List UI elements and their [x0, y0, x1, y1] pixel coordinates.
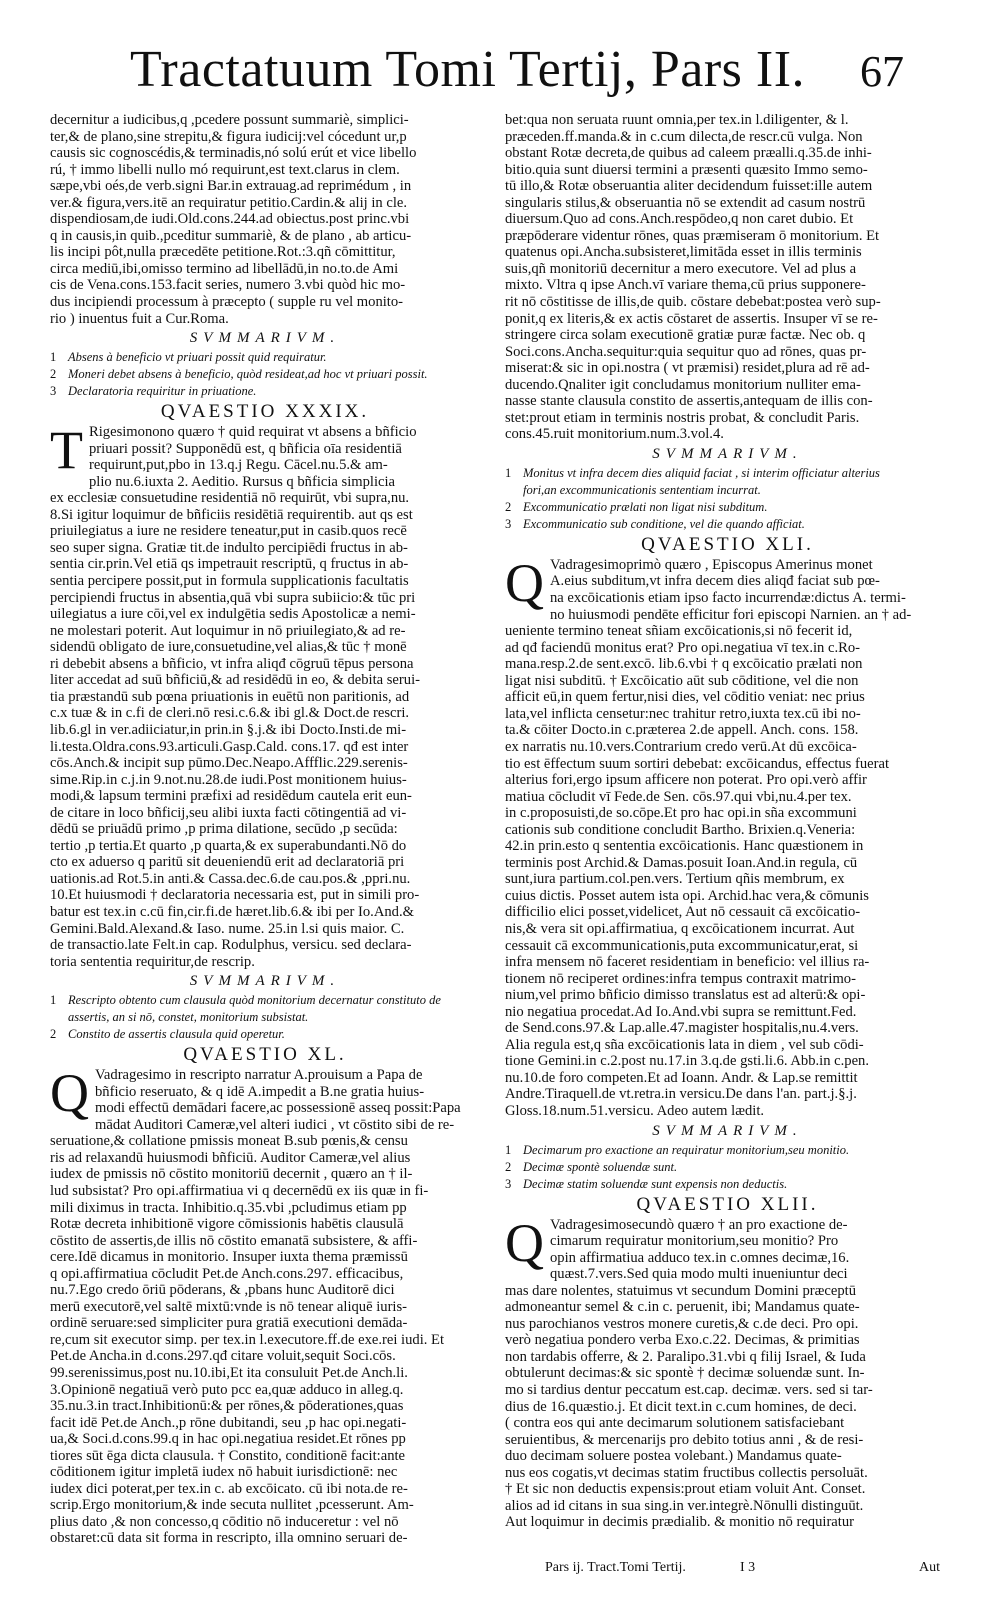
signature-mark: I 3	[740, 1560, 756, 1575]
text-line: priuari possit? Supponēdū est, q bñficia oīa residentiā	[89, 440, 402, 457]
text-line: cōs.Anch.& incipit sup pūmo.Dec.Neapo.Affflic.229.serenis-	[50, 755, 408, 772]
summary-item	[505, 1159, 950, 1176]
text-line: obtulerunt decimas:& sic spontè † decimæ soluendæ sunt. In-	[505, 1365, 865, 1382]
text-line: cere.Idē dicamus in monitorio. Insuper iuxta thema præmissū	[50, 1249, 408, 1266]
text-line: lis incipi pôt,nulla præcedēte petitione.Rot.:3.qñ cōmittitur,	[50, 244, 396, 261]
summary-item-number: 1	[505, 1142, 512, 1157]
text-line: tione Gemini.in c.2.post nu.17.in 3.q.de gsti.li.6. Abb.in c.pen.	[505, 1053, 870, 1070]
text-line: de Send.cons.97.& Lap.alle.47.magister hospitalis,nu.4.vers.	[505, 1020, 859, 1037]
text-line: 35.nu.3.in tract.Inhibitionū:& per rōnes,& pōderationes,quas	[50, 1398, 404, 1415]
summary-item-text: Decimæ spontè soluendæ sunt.	[523, 1159, 678, 1174]
text-line: percipiendi fructus in absentia,quā vbi supra subiicio:& tūc pri	[50, 589, 416, 606]
text-line: dius de 16.quæstio.j. Et dicit text.in c.cum homines, de deci.	[505, 1398, 857, 1415]
text-line: ducendo.Qnaliter igit concludamus monitorium nulliter ema-	[505, 376, 861, 393]
text-line: obstaret:cū data sit forma in rescripto, illa omnino seruari de-	[50, 1530, 408, 1547]
text-line: uationis.ad Rot.5.in anti.& Cassa.dec.6.de cau.pos.& ,ppri.nu.	[50, 870, 411, 887]
text-line: nus eos cogatis,vt decimas statim fructibus collectis persoluāt.	[505, 1464, 868, 1481]
text-line: batur est tex.in c.cū fin,cir.fi.de hæret.lib.6.& ibi per Io.And.&	[50, 903, 414, 920]
summary-item-number: 1	[50, 350, 57, 365]
summary-item	[50, 366, 480, 383]
text-line: nus parochianos vestros monere curetis,& c.de deci. Pro opi.	[505, 1315, 859, 1332]
text-line: circa mediū,ibi,omisso termino ad libellādū,in no.to.de Ami	[50, 260, 399, 277]
text-line: nium,vel primo bñficio dimisso translatus est ad alterū:& opi-	[505, 987, 866, 1004]
text-line: quæst.7.vers.Sed quia modo multi inueniuntur deci	[550, 1266, 848, 1283]
text-line: c.x tuæ & in c.fi de cleri.nō resi.c.6.& ibi gl.& Doct.de rescri.	[50, 705, 410, 722]
text-line: cōditionem igitur impletā iudex nō habuit iurisdictionē: nec	[50, 1464, 398, 1481]
text-line: dispendiosam,de iudi.Old.cons.244.ad obiectus.post princ.vbi	[50, 211, 410, 228]
text-line: Vadragesimosecundò quæro † an pro exactione de-	[550, 1216, 848, 1233]
question-heading: QVAESTIO XL.	[183, 1044, 347, 1066]
text-line: cto ex aduerso q paritū sit deueniendū erit ad declaratoriā pri	[50, 854, 405, 871]
text-line: cōstito de assertis,de illis nō cōstito emanatā subsistere, & affi-	[50, 1232, 418, 1249]
text-line: ta.& cōiter Docto.in c.præterea 2.de appell. Anch. cons. 158.	[505, 722, 859, 739]
text-line: ponit,q ex literis,& ex actis cōstaret de assertis. Insuper vī se re-	[505, 310, 878, 327]
text-line: A.eius subditum,vt infra decem dies aliqđ faciat sub pœ-	[550, 573, 880, 590]
summary-item-text: Decimarum pro exactione an requiratur monitorium,seu monitio.	[523, 1142, 850, 1157]
summary-item	[505, 499, 950, 516]
text-line: mixto. Vltra q ipse Anch.vī variare thema,cū prius supponere-	[505, 277, 866, 294]
text-line: liter accedat ad suū bñficiū,& ad residēdū in eo, & debita serui-	[50, 672, 420, 689]
text-line: Rigesimonono quæro † quid requirat vt absens a bñficio	[89, 424, 417, 441]
summary-item-number: 3	[50, 384, 57, 399]
text-line: toria sententia requiritur,de rescrip.	[50, 953, 255, 970]
summary-item-text: Excommunicatio prælati non ligat nisi subditum.	[523, 499, 768, 514]
text-line: bitio.quia sunt diuersi termini a præsenti quæsito Immo semo-	[505, 161, 868, 178]
text-line: quatenus opi.Ancha.subsisteret,limitāda esset in illis terminis	[505, 244, 862, 261]
question-heading: QVAESTIO XXXIX.	[160, 401, 370, 423]
page-number: 67	[860, 47, 904, 96]
running-header	[0, 40, 1000, 110]
summary-item	[50, 1026, 480, 1043]
right-column	[505, 112, 950, 1552]
text-line: sæpe,vbi oés,de verb.signi Bar.in extrauag.ad reprimédum , in	[50, 178, 412, 195]
text-line: rio ) inuentus fuit a Cur.Roma.	[50, 310, 229, 327]
text-line: sentia cir.prin.Vel etiā qs impetrauit rescriptū, q fructus in ab-	[50, 556, 409, 573]
text-line: plio nu.6.iuxta 2. Aeditio. Rursus q bñficia simplicia	[89, 473, 396, 490]
text-line: ter,& de plano,sine strepitu,& figura iudicij:vel cócedunt ur,p	[50, 128, 407, 145]
summary-item	[50, 1009, 480, 1026]
text-line: lib.6.gl in ver.adiiciatur,in prin.in §.j.& ibi Docto.Insti.de mi-	[50, 721, 407, 738]
text-line: Andre.Tiraquell.de vt.retra.in versicu.De dans l'an. part.j.§.j.	[505, 1086, 857, 1103]
text-line: rú, † immo libelli nullo mó requirunt,est text.clarus in clem.	[50, 161, 400, 178]
text-line: Soci.cons.Ancha.sequitur:quia sequitur quo ad rōnes, quas pr-	[505, 343, 867, 360]
drop-cap-initial: T	[50, 420, 83, 481]
summary-item-number: 2	[50, 367, 57, 382]
summary-heading: SVMMARIVM.	[189, 330, 341, 347]
text-line: terminis post Archid.& Damas.posuit Ioan.And.in regula, cū	[505, 854, 858, 871]
summary-item-number: 1	[50, 993, 57, 1008]
text-line: miserat:& sic in opi.nostra ( vt præmisi) residet,plura ad rē ad-	[505, 360, 870, 377]
text-line: ( contra eos qui ante decimarum solutionem satisfaciebant	[505, 1415, 845, 1432]
text-line: difficilio elici posset,videlicet, Aut nō cessauit cā excōicatio-	[505, 904, 861, 921]
text-line: modi,& lapsum termini præfixi ad residēdum cautela erit eun-	[50, 788, 412, 805]
text-line: re,cum sit executor simp. per tex.in l.executore.ff.de exe.rei iudi. Et	[50, 1331, 445, 1348]
text-line: Vadragesimo in rescripto narratur A.prouisum a Papa de	[95, 1067, 423, 1084]
text-line: tiores sūt ēga dicta clausula. † Constito, conditionē facit:ante	[50, 1447, 406, 1464]
text-line: præpōderare videntur rōnes, quas præmiseram ō monitorium. Et	[505, 227, 880, 244]
summary-item-number: 3	[505, 1176, 512, 1191]
text-line: iudex dici poterat,per tex.in c. ab excōicato. cū ibi nota.de re-	[50, 1480, 408, 1497]
summary-item-text: Monitus vt infra decem dies aliquid faciat , si interim officiatur alterius	[523, 465, 880, 480]
drop-cap-initial: Q	[505, 1212, 544, 1273]
text-line: priuilegiatus a iure ne residere teneatur,put in casib.quos recē	[50, 523, 407, 540]
text-line: tertio ,p tertia.Et quarto ,p quarta,& ex superabundanti.Nō do	[50, 837, 407, 854]
text-line: stringere circa solam executionē gratiæ puræ factæ. Nec ob. q	[505, 327, 866, 344]
summary-heading: SVMMARIVM.	[652, 445, 803, 462]
text-line: bñficio reseruato, & q idē A.impedit a B.ne gratia huius-	[95, 1083, 425, 1100]
text-line: sunt,iura partium.col.pen.vers. Tertium qñis membrum, ex	[505, 871, 845, 888]
text-line: singularis stilus,& obseruantia nō se extendit ad casum nostrū	[505, 194, 866, 211]
text-line: Gloss.18.num.51.versicu. Adeo autem lædit.	[505, 1102, 765, 1119]
text-line: 3.Opinionē negatiuā verò puto pcc ea,quæ adduco in alleg.q.	[50, 1381, 404, 1398]
text-line: dēdū se priuādū primo ,p prima dilatione, secūdo ,p secūda:	[50, 821, 398, 838]
text-line: nasse stante clausula constito de assertis,antequam de illis con-	[505, 393, 873, 410]
text-line: mas dare nolentes, statuimus vt secundum Domini præceptū	[505, 1282, 856, 1299]
text-line: afficit eū,in quem fertur,nisi dies, vel cōditio veniat: nec prius	[505, 689, 865, 706]
text-line: ver.& figura,vers.itē an requiratur petitio.Cardin.& alij in cle.	[50, 194, 408, 211]
text-line: tionem nō reciperet ordines:infra tempus contraxit matrimo-	[505, 970, 856, 987]
text-line: no huiusmodi pendēte efficitur fori episcopi Narnien. an † ad-	[550, 606, 912, 623]
summary-item	[505, 1142, 950, 1159]
text-line: merū executorē,vel saltē mixtū:vnde is nō tenear aliquē iuris-	[50, 1298, 408, 1315]
text-line: scrip.Ergo monitorium,& inde secuta nullitet ,pcesserunt. Am-	[50, 1497, 414, 1514]
text-line: alios ad id citans in sua sing.in ver.integrè.Nōnulli distinguūt.	[505, 1497, 864, 1514]
text-line: 8.Si igitur loquimur de bñficiis residētiā requirentib. aut qs est	[50, 506, 413, 523]
drop-cap-initial: Q	[505, 552, 544, 613]
text-line: ex ecclesiæ consuetudine residentiā nō requirūt, vbi supra,nu.	[50, 490, 410, 507]
text-line: decernitur a iudicibus,q ,pcedere possunt summariè, simplici-	[50, 112, 409, 128]
text-line: ri debebit absens a bñficio, vt infra aliqđ cōgruū tēpus persona	[50, 655, 414, 672]
text-line: obstant Rotæ decreta,de quibus ad caleem præalli.q.35.de inhi-	[505, 145, 872, 162]
text-line: dus incipiendi processum à præcepto ( supple ru vel monito-	[50, 294, 404, 311]
text-line: ordinē seruare:sed simpliciter pura gratiā executioni demāda-	[50, 1315, 408, 1332]
text-line: modi effectū demādari facere,ac possessionē asseq possit:Papa	[95, 1100, 461, 1117]
text-line: Gemini.Bald.Alexand.& Iaso. nume. 25.in l.si quis maior. C.	[50, 920, 405, 937]
text-line: mana.resp.2.de sent.excō. lib.6.vbi † q excōicatio prælati non	[505, 656, 863, 673]
text-line: Rotæ decreta inhibitionē vigore cōmissionis habētis clausulā	[50, 1216, 404, 1233]
text-line: nis,& vera sit opi.affirmatiua, q excōicationem incurrat. Aut	[505, 920, 855, 937]
summary-heading: SVMMARIVM.	[189, 973, 341, 990]
summary-item-number: 2	[505, 499, 512, 514]
text-line: sentia percipere possit,put in formula supplicationis facultatis	[50, 573, 409, 590]
footer-signature: Pars ij. Tract.Tomi Tertij.	[545, 1560, 686, 1575]
text-line: rit nō cōstitisse de illis,de quib. cōstare debebat:postea verò sup-	[505, 294, 881, 311]
text-line: cimarum requiratur monitorium,seu monitio? Pro	[550, 1233, 839, 1250]
text-line: iudex de pmissis nō cōstito monitoriū decernit , quæro an † il-	[50, 1166, 413, 1183]
summary-item-text: Declaratoria requiritur in priuatione.	[68, 384, 257, 399]
text-line: opin affirmatiua adduco tex.in c.omnes decimæ,16.	[550, 1249, 850, 1266]
text-line: alterius fori,ergo ipsum afficere non poterat. Pro opi.verò affir	[505, 772, 867, 789]
text-line: ua,& Soci.d.cons.99.q in hac opi.negatiua residet.Et rōnes pp	[50, 1431, 406, 1448]
question-heading: QVAESTIO XLII.	[636, 1193, 819, 1215]
text-line: duo decimam soluere postea volebant.) Mandamus quate-	[505, 1448, 842, 1465]
left-column	[50, 112, 480, 1552]
summary-item	[50, 992, 480, 1009]
text-line: bet:qua non seruata ruunt omnia,per tex.in l.diligenter, & l.	[505, 112, 849, 128]
text-line: seo super signa. Gratiæ tit.de indulto percipiēdi fructus in ab-	[50, 539, 408, 556]
text-line: sime.Rip.in c.j.in 9.not.nu.28.de iudi.Post monitionem huius-	[50, 771, 407, 788]
summary-item-text: Moneri debet absens à beneficio, quòd resideat,ad hoc vt priuari possit.	[68, 367, 428, 382]
text-line: lud subsistat? Pro opi.affirmatiua vi q decernēdū ex iis quæ in fi-	[50, 1182, 429, 1199]
text-line: cuius dictis. Posset autem ista opi. Archid.hac vera,& cōmunis	[505, 887, 869, 904]
text-line: requirunt,put,pbo in 13.q.j Regu. Cācel.nu.5.& am-	[89, 457, 388, 474]
text-line: nu.10.de foro competen.Et ad Ioann. Andr. & Lap.se remittit	[505, 1069, 858, 1086]
text-line: seruatione,& collatione pmissis moneat B.sub pœnis,& censu	[50, 1133, 408, 1150]
text-line: de citare in loco bñficij,seu alibi iuxta facti cōtingentiā ad vi-	[50, 804, 407, 821]
text-line: mādat Auditori Cameræ,vel alteri iudici , vt cōstito sibi de re-	[95, 1116, 455, 1133]
text-line: in c.proposuisti,de so.cōpe.Et pro hac opi.in sña excommuni	[505, 805, 857, 822]
text-line: admoneantur semel & c.in c. peruenit, ibi; Mandamus quate-	[505, 1299, 860, 1316]
text-line: † Et sic non deductis expensis:prout etiam voluit Ant. Conset.	[505, 1481, 866, 1498]
text-line: li.testa.Oldra.cons.93.articuli.Gasp.Cald. cons.17. qđ est inter	[50, 738, 409, 755]
drop-cap-initial: Q	[50, 1063, 89, 1124]
summary-item-text: Constito de assertis clausula quid operetur.	[68, 1027, 285, 1042]
text-line: 42.in prin.esto q sententia excōicationis. Hanc quæstionem in	[505, 838, 864, 855]
text-line: Vadragesimoprimò quæro , Episcopus Amerinus monet	[550, 556, 873, 573]
summary-item	[505, 516, 950, 533]
summary-item-number: 2	[505, 1159, 512, 1174]
catchword: Aut	[919, 1560, 940, 1575]
summary-item-text: Excommunicatio sub conditione, vel die quando afficiat.	[523, 516, 805, 531]
summary-heading: SVMMARIVM.	[652, 1122, 803, 1139]
text-line: suis,qñ monitoriū decernitur a mero executore. Vel ad plus a	[505, 260, 857, 277]
text-line: seruientibus, & mercenarijs pro debito totius anni , & de resi-	[505, 1431, 864, 1448]
text-line: plius dato ,& non concesso,q cōditio nō induceretur : vel nō	[50, 1513, 399, 1530]
summary-item-number: 1	[505, 465, 512, 480]
text-line: infra mensem nō faceret residentiam in beneficio: vel illius ra-	[505, 954, 870, 971]
text-line: Pet.de Ancha.in d.cons.297.qđ citare voluit,sequit Soci.cōs.	[50, 1348, 396, 1365]
text-line: sidendū obligato de iure,consuetudine,vel alias,& tūc † monē	[50, 639, 407, 656]
text-line: verò negatiua pondero verba Exo.c.22. Decimas, & primitias	[505, 1332, 860, 1349]
question-heading: QVAESTIO XLI.	[641, 533, 814, 555]
text-line: q opi.affirmatiua cōcludit Pet.de Anch.cons.297. efficacibus,	[50, 1265, 404, 1282]
summary-item	[505, 1176, 950, 1193]
text-line: mo si tardius dentur peccatum est.cap. decimæ. vers. sed si tar-	[505, 1382, 873, 1398]
text-line: tio est ēffectum suum sortiri debebat: excōicandus, effectus fuerat	[505, 755, 890, 772]
text-line: Alia regula est,q sña excōicationis lata in diem , vel sub cōdi-	[505, 1036, 864, 1053]
text-line: non tardabis offerre, & 2. Paralipo.31.vbi q filij Israel, & Iuda	[505, 1348, 866, 1365]
summary-item-text: fori,an excommunicationis sententiam incurrat.	[523, 482, 761, 497]
text-line: facit idē Pet.de Anch.,p rōne dubitandi, seu ,p hac opi.negati-	[50, 1414, 407, 1431]
page-footer	[505, 1560, 950, 1580]
summary-item	[50, 349, 480, 366]
text-line: stet:prout etiam in terminis nostris probat, & concludit Paris.	[505, 409, 860, 426]
text-line: nu.7.Ego credo ōriū pōderans, & ,pbans hunc Auditorē dici	[50, 1282, 395, 1299]
summary-item-text: Decimæ statim soluendæ sunt expensis non deductis.	[523, 1176, 788, 1191]
summary-item-text: Absens à beneficio vt priuari possit quid requiratur.	[68, 350, 327, 365]
text-line: causis sic cognoscédis,& terminadis,nó solú erút et vice libello	[50, 145, 417, 162]
text-line: 10.Et huiusmodi † declaratoria necessaria est, put in simili pro-	[50, 887, 420, 904]
text-line: na excōicationis etiam ipso facto incurrendæ:dictus A. termi-	[550, 590, 906, 607]
text-line: diuersum.Quo ad cons.Anch.respōdeo,q non caret dubio. Et	[505, 211, 854, 228]
text-line: ad qđ faciendū monitus erat? Pro opi.negatiua vī tex.in c.Ro-	[505, 639, 861, 656]
summary-item-text: assertis, an si nō, constet, monitorium subsistat.	[68, 1010, 309, 1025]
text-line: cationis sub conditione concludit Bartho. Brixien.q.Veneria:	[505, 821, 856, 838]
text-line: ris ad relaxandū huiusmodi bñficiū. Auditor Cameræ,vel alius	[50, 1149, 411, 1166]
text-line: præceden.ff.manda.& in c.cum dilecta,de rescr.cū vulga. Non	[505, 128, 863, 145]
text-line: de transactio.late Felt.in cap. Rodulphus, versicu. sed declara-	[50, 937, 412, 954]
summary-item-number: 3	[505, 516, 512, 531]
summary-item-number: 2	[50, 1027, 57, 1042]
summary-item-text: Rescripto obtento cum clausula quòd monitorium decernatur constituto de	[68, 993, 441, 1008]
text-line: 99.serenissimus,post nu.10.ibi,Et ita consuluit Pet.de Anch.li.	[50, 1365, 408, 1381]
text-line: ligat nisi subditū. † Excōicatio aūt sub cōditione, vel die non	[505, 672, 859, 689]
text-line: uilegiatus a iure cōi,vel ex indulgētia sedis Apostolicæ a nemi-	[50, 606, 416, 623]
summary-item	[505, 482, 950, 499]
text-line: Aut loquimur in decimis prædialib. & monitio nō requiratur	[505, 1514, 854, 1531]
text-line: matiua cōcludit vī Fede.de Sen. cōs.97.qui vbi,nu.4.per tex.	[505, 788, 852, 805]
text-line: ex narratis nu.10.vers.Contrarium credo verū.At dū excōica-	[505, 738, 857, 755]
summary-item	[50, 383, 480, 400]
summary-item	[505, 465, 950, 482]
text-line: mili diximus in tracta. Inhibitio.q.35.vbi ,pcludimus etiam pp	[50, 1199, 407, 1216]
text-line: ne molestari poterit. Aut loquimur in nō priuilegiato,& ad re-	[50, 622, 406, 639]
text-line: nio negatiua procedat.Ad Io.And.vbi supra se remittunt.Fed.	[505, 1003, 857, 1020]
text-line: ueniente termino teneat sñiam excōicationis,si nō fecerit id,	[505, 623, 853, 640]
text-line: cons.45.ruit monitorium.num.3.vol.4.	[505, 426, 724, 443]
text-line: lata,vel inflicta censetur:nec trahitur retro,iuxta tex.cū ibi no-	[505, 705, 861, 722]
text-line: q in causis,in quib.,pceditur summariè, & de plano , ab articu-	[50, 227, 412, 244]
text-line: cis de Vena.cons.153.facit series, numero 3.vbi quòd hic mo-	[50, 277, 406, 294]
text-line: tū illo,& Rotæ obseruantia aliter decidendum fuisset:ille autem	[505, 178, 873, 195]
text-line: cessauit cā excommunicationis,puta excommunicatur,erat, si	[505, 937, 859, 954]
page-title: Tractatuum Tomi Tertij, Pars II.	[130, 41, 806, 98]
text-line: tia præstandū sub pœna priuationis in euētū non paritionis, ad	[50, 688, 410, 705]
